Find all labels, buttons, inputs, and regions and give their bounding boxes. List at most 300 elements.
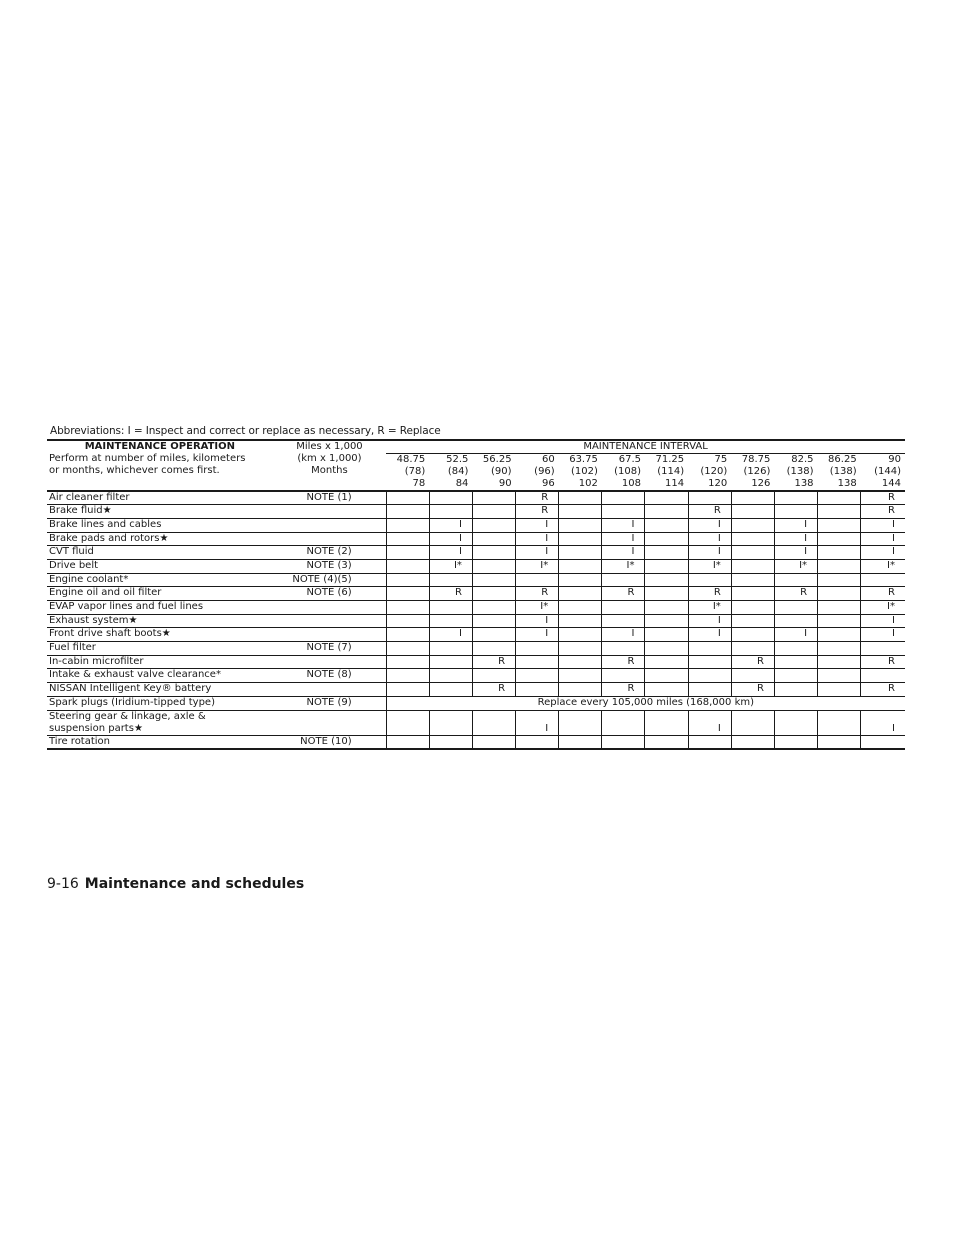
interval-cell: R	[516, 587, 559, 601]
miles-label: Miles x 1,000	[296, 441, 363, 452]
maintenance-schedule-table	[47, 439, 905, 750]
interval-cell: R	[602, 655, 645, 669]
interval-cell	[559, 655, 602, 669]
interval-cell	[602, 614, 645, 628]
interval-cell	[731, 587, 774, 601]
interval-cell	[818, 505, 861, 519]
interval-cell	[861, 573, 905, 587]
interval-cell	[602, 710, 645, 735]
interval-cell	[818, 559, 861, 573]
interval-cell: I	[602, 546, 645, 560]
interval-cell	[472, 587, 515, 601]
interval-cell	[861, 735, 905, 749]
interval-cell	[472, 491, 515, 505]
interval-cell: I	[516, 546, 559, 560]
interval-km: (102)	[570, 466, 598, 477]
table-row	[47, 587, 905, 601]
interval-cell	[774, 642, 817, 656]
interval-cell	[645, 573, 688, 587]
table-row	[47, 518, 905, 532]
interval-cell	[602, 735, 645, 749]
interval-miles: 56.25	[482, 454, 512, 465]
interval-cell	[559, 735, 602, 749]
interval-cell	[602, 669, 645, 683]
interval-cell	[472, 735, 515, 749]
interval-cell	[645, 532, 688, 546]
interval-header	[688, 454, 731, 492]
interval-cell: R	[731, 655, 774, 669]
operation-name	[47, 642, 273, 656]
table-row	[47, 573, 905, 587]
interval-cell	[559, 546, 602, 560]
interval-cell	[472, 614, 515, 628]
interval-cell	[688, 642, 731, 656]
note-cell: NOTE (6)	[273, 587, 386, 601]
table-row	[47, 642, 905, 656]
interval-km: (78)	[404, 466, 426, 477]
km-label: (km x 1,000)	[297, 453, 362, 464]
interval-cell	[472, 573, 515, 587]
interval-miles: 52.5	[446, 454, 469, 465]
interval-cell	[774, 601, 817, 615]
interval-cell	[731, 669, 774, 683]
interval-cell	[516, 655, 559, 669]
interval-km: (108)	[614, 466, 641, 477]
interval-miles: 75	[714, 454, 728, 465]
interval-km: (120)	[700, 466, 728, 477]
star-icon: ★	[161, 628, 171, 640]
interval-cell: R	[731, 683, 774, 697]
interval-cell	[559, 505, 602, 519]
interval-cell	[818, 587, 861, 601]
interval-cell: R	[861, 683, 905, 697]
interval-cell	[774, 491, 817, 505]
operation-label: Brake pads and rotors	[49, 532, 160, 544]
interval-cell	[818, 546, 861, 560]
interval-cell	[386, 518, 429, 532]
interval-cell	[688, 669, 731, 683]
interval-cell: I	[516, 614, 559, 628]
operation-name	[47, 696, 273, 710]
note-cell: NOTE (10)	[273, 735, 386, 749]
interval-header	[429, 454, 472, 492]
interval-cell: I*	[602, 559, 645, 573]
interval-cell: I*	[688, 601, 731, 615]
interval-cell: I	[861, 614, 905, 628]
interval-cell: R	[429, 587, 472, 601]
page-footer	[47, 876, 304, 892]
operation-name	[47, 655, 273, 669]
interval-cell: I	[861, 628, 905, 642]
interval-cell	[774, 735, 817, 749]
table-row	[47, 601, 905, 615]
interval-header	[774, 454, 817, 492]
operation-label: Engine oil and oil filter	[49, 587, 162, 599]
note-cell	[273, 532, 386, 546]
interval-km: (126)	[743, 466, 771, 477]
operation-label: NISSAN Intelligent Key® battery	[49, 683, 212, 695]
note-cell	[273, 505, 386, 519]
interval-months: 144	[881, 478, 901, 489]
interval-cell: I	[602, 532, 645, 546]
interval-cell: I	[516, 710, 559, 735]
interval-cell: I*	[429, 559, 472, 573]
operation-name	[47, 491, 273, 505]
interval-cell	[386, 505, 429, 519]
interval-cell: I	[774, 532, 817, 546]
interval-cell	[516, 683, 559, 697]
interval-cell	[731, 601, 774, 615]
interval-cell	[386, 735, 429, 749]
interval-cell	[429, 505, 472, 519]
interval-cell: I	[429, 532, 472, 546]
interval-cell	[386, 559, 429, 573]
table-row	[47, 655, 905, 669]
operation-name	[47, 573, 273, 587]
interval-cell	[386, 601, 429, 615]
operation-name	[47, 683, 273, 697]
interval-miles: 71.25	[655, 454, 685, 465]
interval-cell: I	[861, 546, 905, 560]
interval-cell	[818, 655, 861, 669]
interval-cell	[731, 505, 774, 519]
interval-cell	[688, 655, 731, 669]
interval-cell	[559, 587, 602, 601]
interval-cell: I	[516, 628, 559, 642]
interval-months: 108	[621, 478, 641, 489]
interval-cell	[429, 710, 472, 735]
interval-cell	[472, 628, 515, 642]
interval-header	[861, 454, 905, 492]
interval-cell: I	[602, 628, 645, 642]
interval-cell	[645, 491, 688, 505]
star-icon: ★	[128, 614, 138, 626]
interval-cell: I	[688, 628, 731, 642]
interval-span-cell: Replace every 105,000 miles (168,000 km)	[386, 696, 905, 710]
interval-cell: I	[861, 710, 905, 735]
interval-cell	[731, 735, 774, 749]
interval-cell	[645, 587, 688, 601]
interval-cell	[559, 669, 602, 683]
interval-cell	[688, 735, 731, 749]
operation-label: Exhaust system	[49, 614, 129, 626]
interval-cell: R	[861, 587, 905, 601]
interval-cell	[818, 491, 861, 505]
interval-cell	[516, 669, 559, 683]
note-cell: NOTE (2)	[273, 546, 386, 560]
operation-name	[47, 669, 273, 683]
interval-cell	[516, 735, 559, 749]
interval-cell	[774, 669, 817, 683]
interval-months: 90	[498, 478, 512, 489]
interval-km: (144)	[874, 466, 901, 477]
note-cell: NOTE (3)	[273, 559, 386, 573]
page-number: 9-16	[47, 876, 79, 892]
interval-cell	[472, 505, 515, 519]
interval-cell: I	[688, 614, 731, 628]
interval-cell	[559, 518, 602, 532]
interval-miles: 63.75	[569, 454, 598, 465]
interval-cell: I	[774, 546, 817, 560]
interval-header	[472, 454, 515, 492]
interval-cell: R	[688, 587, 731, 601]
interval-cell	[472, 669, 515, 683]
operation-label: Front drive shaft boots	[49, 628, 162, 640]
interval-cell	[774, 573, 817, 587]
interval-cell	[731, 642, 774, 656]
interval-cell: I*	[516, 601, 559, 615]
note-cell	[273, 518, 386, 532]
interval-cell	[602, 505, 645, 519]
interval-km: (84)	[447, 466, 469, 477]
interval-cell	[386, 642, 429, 656]
operation-label-line2: suspension parts	[49, 722, 134, 734]
interval-cell	[516, 573, 559, 587]
operation-label: Air cleaner filter	[49, 492, 130, 503]
note-cell	[273, 655, 386, 669]
operation-name	[47, 628, 273, 642]
interval-cell	[731, 614, 774, 628]
table-row	[47, 710, 905, 735]
interval-cell	[818, 642, 861, 656]
interval-cell: I	[774, 628, 817, 642]
interval-months: 138	[837, 478, 857, 489]
operation-name	[47, 587, 273, 601]
interval-cell	[472, 532, 515, 546]
interval-cell: R	[861, 655, 905, 669]
interval-cell	[429, 614, 472, 628]
interval-cell	[688, 573, 731, 587]
interval-cell: R	[688, 505, 731, 519]
interval-cell	[774, 655, 817, 669]
interval-km: (90)	[491, 466, 512, 477]
interval-cell	[386, 628, 429, 642]
interval-cell	[386, 683, 429, 697]
interval-cell: I	[429, 546, 472, 560]
operation-name	[47, 546, 273, 560]
interval-cell: I*	[861, 601, 905, 615]
interval-header	[602, 454, 645, 492]
interval-cell: R	[774, 587, 817, 601]
interval-cell	[731, 628, 774, 642]
interval-cell: R	[861, 491, 905, 505]
interval-cell	[602, 573, 645, 587]
operation-label: Brake lines and cables	[49, 518, 162, 530]
interval-cell	[774, 505, 817, 519]
interval-cell	[386, 669, 429, 683]
interval-km: (96)	[534, 466, 555, 477]
interval-cell	[602, 491, 645, 505]
note-cell	[273, 614, 386, 628]
operation-label: Intake & exhaust valve clearance*	[49, 669, 221, 681]
interval-cell	[645, 546, 688, 560]
interval-cell	[861, 642, 905, 656]
operation-label: Steering gear & linkage, axle &	[49, 710, 206, 722]
interval-cell	[386, 587, 429, 601]
interval-months: 138	[794, 478, 814, 489]
interval-km: (114)	[657, 466, 685, 477]
interval-cell	[429, 683, 472, 697]
interval-cell	[731, 518, 774, 532]
interval-cell	[818, 614, 861, 628]
interval-cell	[818, 573, 861, 587]
interval-cell	[386, 573, 429, 587]
interval-cell	[472, 642, 515, 656]
interval-cell	[818, 735, 861, 749]
interval-cell	[645, 628, 688, 642]
interval-cell	[559, 559, 602, 573]
interval-cell: R	[602, 683, 645, 697]
interval-cell	[559, 628, 602, 642]
operation-header	[47, 440, 273, 491]
interval-miles: 90	[888, 454, 901, 465]
operation-desc-1: Perform at number of miles, kilometers	[49, 453, 246, 464]
interval-miles: 86.25	[828, 454, 857, 465]
interval-cell: R	[516, 505, 559, 519]
table-row	[47, 614, 905, 628]
interval-cell	[559, 642, 602, 656]
star-icon: ★	[102, 505, 112, 517]
interval-cell	[559, 491, 602, 505]
interval-cell: I*	[688, 559, 731, 573]
interval-months: 96	[541, 478, 555, 489]
interval-months: 84	[455, 478, 469, 489]
note-cell	[273, 710, 386, 735]
operation-name	[47, 614, 273, 628]
interval-cell	[731, 532, 774, 546]
table-row	[47, 505, 905, 519]
table-row	[47, 696, 905, 710]
interval-cell	[429, 735, 472, 749]
note-cell	[273, 601, 386, 615]
interval-cell	[429, 573, 472, 587]
interval-cell	[472, 559, 515, 573]
interval-cell	[818, 532, 861, 546]
interval-cell	[731, 573, 774, 587]
interval-cell	[472, 710, 515, 735]
interval-cell: R	[516, 491, 559, 505]
interval-cell	[774, 710, 817, 735]
interval-km: (138)	[829, 466, 857, 477]
operation-label: Tire rotation	[49, 735, 111, 747]
interval-cell: I	[429, 628, 472, 642]
interval-cell	[731, 491, 774, 505]
interval-cell: I*	[516, 559, 559, 573]
interval-cell	[645, 642, 688, 656]
interval-cell: I	[688, 546, 731, 560]
operation-name	[47, 559, 273, 573]
interval-cell	[429, 642, 472, 656]
operation-name	[47, 518, 273, 532]
note-cell	[273, 628, 386, 642]
interval-cell	[559, 614, 602, 628]
interval-cell: I	[861, 532, 905, 546]
interval-cell	[861, 669, 905, 683]
note-cell: NOTE (1)	[273, 491, 386, 505]
operation-label: Fuel filter	[49, 642, 96, 654]
interval-cell	[688, 491, 731, 505]
interval-miles: 60	[541, 454, 555, 465]
months-label: Months	[311, 465, 348, 476]
interval-cell	[429, 491, 472, 505]
table-row	[47, 532, 905, 546]
interval-cell	[731, 546, 774, 560]
interval-cell	[645, 655, 688, 669]
interval-cell	[559, 683, 602, 697]
interval-miles: 82.5	[791, 454, 814, 465]
table-row	[47, 735, 905, 749]
interval-title: MAINTENANCE INTERVAL	[386, 440, 905, 454]
interval-cell	[645, 710, 688, 735]
interval-cell	[559, 573, 602, 587]
operation-label: Engine coolant*	[49, 573, 129, 585]
interval-cell	[731, 559, 774, 573]
operation-name	[47, 710, 273, 735]
interval-cell: I	[688, 532, 731, 546]
interval-cell	[386, 546, 429, 560]
interval-miles: 48.75	[396, 454, 426, 465]
interval-cell: I	[516, 518, 559, 532]
interval-cell	[818, 683, 861, 697]
interval-months: 126	[751, 478, 771, 489]
interval-cell	[645, 601, 688, 615]
interval-cell: I*	[774, 559, 817, 573]
interval-cell	[731, 710, 774, 735]
interval-cell	[818, 518, 861, 532]
interval-months: 102	[578, 478, 598, 489]
interval-cell	[645, 735, 688, 749]
interval-cell	[602, 642, 645, 656]
interval-cell	[516, 642, 559, 656]
table-row	[47, 628, 905, 642]
interval-cell	[429, 669, 472, 683]
interval-cell: R	[472, 683, 515, 697]
operation-name	[47, 735, 273, 749]
operation-name	[47, 601, 273, 615]
interval-cell: R	[472, 655, 515, 669]
interval-cell	[386, 491, 429, 505]
abbreviations-note: Abbreviations: I = Inspect and correct or replace as necessary, R = Replace	[50, 425, 441, 437]
interval-cell	[818, 669, 861, 683]
interval-cell	[818, 628, 861, 642]
star-icon: ★	[159, 532, 169, 544]
interval-header	[559, 454, 602, 492]
table-row	[47, 669, 905, 683]
interval-cell	[386, 614, 429, 628]
interval-cell	[472, 601, 515, 615]
table-row	[47, 559, 905, 573]
operation-label: In-cabin microfilter	[49, 655, 144, 667]
interval-cell	[386, 655, 429, 669]
interval-months: 78	[412, 478, 426, 489]
interval-cell	[645, 559, 688, 573]
interval-header	[731, 454, 774, 492]
interval-cell: I	[429, 518, 472, 532]
operation-title: MAINTENANCE OPERATION	[84, 441, 236, 452]
interval-cell	[386, 710, 429, 735]
interval-cell	[472, 518, 515, 532]
interval-months: 114	[665, 478, 685, 489]
interval-cell: R	[861, 505, 905, 519]
interval-cell: I	[861, 518, 905, 532]
star-icon: ★	[133, 722, 143, 734]
interval-cell	[386, 532, 429, 546]
operation-name	[47, 532, 273, 546]
operation-label: Brake fluid	[49, 505, 103, 517]
note-cell: NOTE (4)(5)	[273, 573, 386, 587]
note-cell: NOTE (7)	[273, 642, 386, 656]
interval-cell	[774, 683, 817, 697]
